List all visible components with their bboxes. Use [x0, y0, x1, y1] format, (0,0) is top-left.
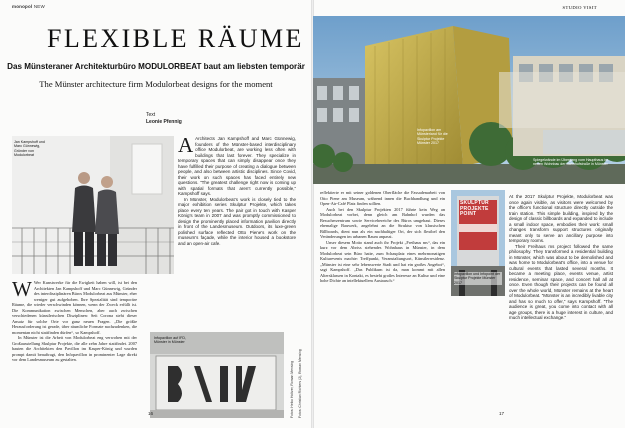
tower-photo: [451, 190, 505, 296]
left-body-1: Wer Kunstwerke für die Ewigkeit haben will, ist bei den Architekten Jan Kampshoff und Marc Günnewig, Gründer des interdisziplinären Büros Modulorbeat aus Münster, eher weniger gut aufgehoben. Ihre Spezialität sind temporäre Räume, die wieder verschwinden können, wenn der Zweck erfüllt ist. Die Kommunikation zwischen Menschen, aber auch zwischen verschiedenen künstlerischen Disziplinen: Seit Corona steht dieser Ansatz für solche Orte vor ganz neuen Fragen. „Die größte Herausforderung ist gerade, über räumliche Formate nachzudenken, die momentan nicht stattfinden dürfen“, so Kampshoff.: [12, 280, 137, 335]
sign-text: SKULPTUR PROJEKTE POINT: [460, 200, 489, 218]
mid-body-2: In Münster, Modulorbeat’s work is closely tied to the major exhibition series Skulptur Projekte, which takes place every ten years. The pair got in touch with Kasper König’s team in 2007 and was promptly commissioned to design the prominently placed information pavilion directly in front of the Landesmuseum. Outdoors, its luxe-green polished surface reflected Otto Piene’s work on the museum’s façade, while the interior housed a bookstore and an open-air cafe.: [178, 196, 296, 246]
pavilion-photo-art: [150, 332, 284, 418]
mid-body-1: Architects Jan Kampshoff and Marc Günnewig, founders of the Münster-based interdisciplinary office Modulorbeat, are working less often with buildings that last forever. They specialize in temporary spaces that can simply disappear once they have fulfilled their purpose of creating a dialogue between people, and also between artistic disciplines. Since Covid, their work on such spaces has faced entirely new questions. “The greatest challenge right now is coming up with spatial formats that aren’t currently possible,” Kampshoff says.: [178, 136, 296, 196]
far-body-2: Their Freihaus ms project followed the same philosophy. They transformed a residential building in Münster, which was about to be demolished and was home to Modulorbeat’s office, into a venue for cultural events that lasted several months. It became a meeting place, events venue, artist residence, seminar space, and concert hall all at once. Even though their projects can be found all over the whole world, Münster remains at the heart of Modulorbeat. “Münster is an incredibly livable city and has so much to offer,” says Kampshoff. “The audience is great, you come into contact with all age groups, there is a huge interest in culture, and much intellectual exchange.”: [509, 243, 613, 320]
left-page: [0, 0, 312, 428]
left-column-text: [12, 277, 137, 363]
far-right-column: [509, 194, 613, 321]
subtitle-german: Das Münsteraner Architekturbüro MODULORBEAT baut am liebsten temporär: [7, 62, 305, 71]
byline: [146, 112, 182, 125]
pavilion-photo: [150, 332, 284, 418]
middle-column-text: [178, 133, 296, 246]
byline-label: Text: [146, 112, 156, 118]
far-body-1: At the 2017 Skulptur Projekte, Modulorbeat was once again visible, as visitors were welcomed by the office’s functional structure directly outside the train station. This simple building, inspired by the design of classic billboards and expanded to include a small indoor space, embodies their work: small changes transform support structures originally meant only to serve an ancillary purpose into temporary rooms.: [509, 194, 613, 243]
drop-cap: W: [12, 277, 32, 301]
brand-name: monopol: [12, 4, 33, 9]
pavilion-caption: Infopavillon auf IFD, Münster in Münster: [154, 336, 186, 345]
page-number-left: 16: [148, 411, 154, 416]
right-page: [313, 0, 625, 428]
running-header-left: [12, 4, 45, 9]
building-photo: [313, 16, 625, 184]
right-body-1: reflektierte er mit seiner goldenen Oberfläche die Fassadenarbeit von Otto Piene am Museum, während innen die Buchhandlung und ein Open-Air-Café Platz finden sollten.: [320, 190, 445, 206]
running-header-right: STUDIO VISIT: [562, 5, 597, 10]
article-title: FLEXIBLE RÄUME: [47, 24, 304, 53]
page-number-right: 17: [499, 411, 505, 416]
drop-cap-en: A: [178, 133, 194, 157]
right-body-3: Unser diesem Motto stand auch ihr Projekt „Freihaus ms“, das ein kurz vor dem Abriss stehendes Wohnhaus in Münster, in dem Modulorbeat sein Büro hatte, zum Schauplatz eines mehrmonatigen Kulturevents machte: Treffpunkt, Veranstaltungsort, Künstlerresidenz. „Münster ist eine sehr lebenswerte Stadt und hat ein großes Angebot“, sagt Kampshoff. „Das Publikum ist da, man kommt mit allen Altersklassen in Kontakt, es besteht großes Interesse an Kultur und eine hohe Dichte an intellektuellem Austausch.“: [320, 239, 445, 283]
portrait-photo: [12, 136, 174, 274]
subtitle-english: The Münster architecture firm Modulorbeat designs for the moment: [39, 79, 273, 89]
photo-credit-left: Fotos: Heiko Holtzer, Roman Mensing: [290, 360, 294, 418]
portrait-caption: Jan Kampshoff und Marc Günnewig, Gründer von Modulorbeat: [14, 140, 45, 158]
section-label-left: NEW: [33, 4, 45, 9]
right-body-2: Auch bei den Skulptur Projekten 2017 führte kein Weg an Modulorbeat vorbei, denn gleich am Bahnhof wurden das Besucherzentrum sowie Servicebereiche des Büros umgebaut. Dieses ehemalige Bauwerk, angelehnt an die Struktur von klassischen Billboards, dient nun als ein nachhaltiger Ort, der sich flexibel den Veränderungen im urbanen Raum anpasst.: [320, 206, 445, 239]
mirror-caption: Spiegelwände im Übergang vom Haupthaus im neuen Wohnbau der Bahnhofstraße in Münster: [533, 158, 609, 167]
tower-caption: Infopavillon und Infopoint der Skulptur Projekte Münster 2017: [454, 272, 501, 285]
left-body-2: In Münster ist die Arbeit von Modulorbeat eng verwoben mit der Großausstellung Skulptur Projekte, die alle zehn Jahre stattfindet. 2007 bauten die Architekten den Pavillon im Kasper-König und wurden prompt damit beauftragt, den Infopavillon in prominenter Lage direkt vor dem Landesmuseum zu gestalten.: [12, 335, 137, 362]
building-caption: Infopavillon am Münsterland für die Skulptur Projekte Münster 2017: [417, 128, 448, 146]
photo-credit-left-2: Fotos: Christian Richters (2), Roman Mensing: [298, 349, 302, 418]
author-name: Leonie Pfennig: [146, 118, 182, 125]
right-serif-column: [320, 190, 445, 284]
